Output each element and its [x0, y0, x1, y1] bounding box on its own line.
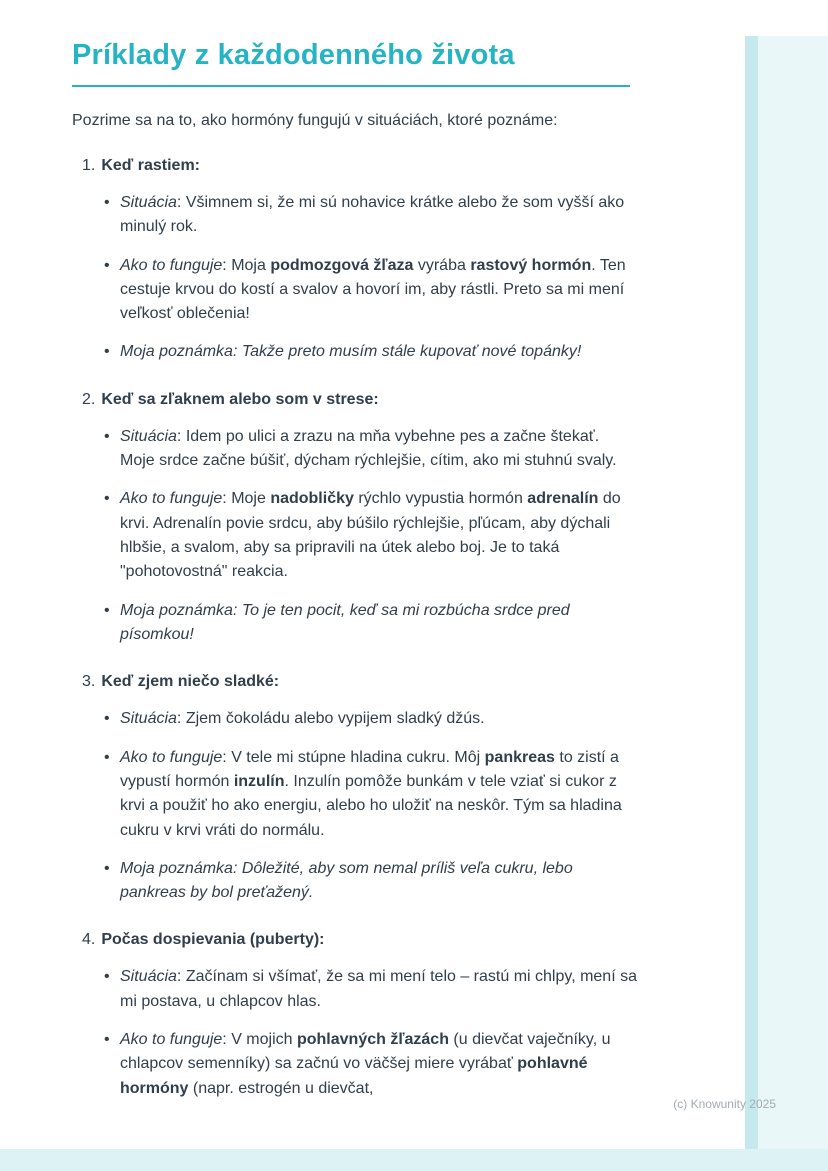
examples-list: [72, 157, 638, 1101]
bullet-item: [120, 340, 638, 364]
text-segment: : Moje: [222, 490, 271, 508]
bullet-item: [120, 965, 638, 1014]
example-item-heading-row: [82, 673, 638, 691]
text-segment: pankreas: [484, 748, 555, 766]
bullet-item: [120, 599, 638, 648]
text-segment: nadobličky: [270, 490, 354, 508]
text-segment: adrenalín: [527, 490, 599, 508]
example-item-heading-row: [82, 157, 638, 175]
example-item: [82, 157, 638, 365]
text-segment: : Začínam si všímať, že sa mi mení telo – rastú mi chlpy, mení sa mi postava, u chlapcov hlas.: [120, 968, 637, 1010]
title-underline: [72, 85, 630, 87]
text-segment: : Všimnem si, že mi sú nohavice krátke alebo že som vyšší ako minulý rok.: [120, 193, 625, 236]
bottom-accent-band: [0, 1149, 828, 1171]
text-segment: pohlavné hormóny: [120, 1055, 588, 1097]
item-heading: Keď zjem niečo sladké:: [101, 673, 280, 691]
bullet-item: [120, 857, 638, 906]
text-segment: : To je ten pocit, keď sa mi rozbúcha srdce pred písomkou!: [120, 601, 570, 643]
text-segment: do krvi. Adrenalín povie srdcu, aby búšilo rýchlejšie, pľúcam, aby dýchali hlbšie, a svalom, aby sa pripravili na útek alebo boj. Je to taká "pohotovostná" reakcia.: [120, 490, 621, 581]
text-segment: to zistí a vypustí hormón: [120, 748, 619, 790]
intro-text: Pozrime sa na to, ako hormóny fungujú v situáciách, ktoré poznáme:: [72, 111, 558, 129]
text-segment: Ako to funguje: [120, 1031, 223, 1049]
text-segment: : Zjem čokoládu alebo vypijem sladký džús.: [176, 710, 485, 728]
page-title: Príklady z každodenného života: [72, 39, 515, 71]
bullet-list: [82, 707, 638, 905]
text-segment: (napr. estrogén u dievčat,: [188, 1079, 374, 1097]
item-number: 2.: [82, 390, 96, 408]
text-segment: (u dievčat vaječníky, u chlapcov semenníky) sa začnú vo väčšej miere vyrábať: [120, 1031, 611, 1073]
text-segment: . Ten cestuje krvou do kostí a svalov a hovorí im, aby rástli. Preto sa mi mení veľkosť oblečenia!: [120, 256, 626, 323]
bullet-item: [120, 707, 638, 731]
text-segment: Situácia: [120, 427, 177, 445]
bullet-list: [82, 425, 638, 648]
text-segment: : Moja: [222, 256, 271, 274]
text-segment: : Dôležité, aby som nemal príliš veľa cukru, lebo pankreas by bol preťažený.: [120, 859, 573, 902]
text-segment: : Idem po ulici a zrazu na mňa vybehne pes a začne štekať. Moje srdce začne búšiť, dýcham rýchlejšie, cítim, ako mi stuhnú svaly.: [120, 427, 617, 470]
text-segment: Moja poznámka: [120, 343, 233, 361]
text-segment: Ako to funguje: [120, 748, 223, 766]
text-segment: rastový hormón: [470, 256, 592, 274]
text-segment: Situácia: [120, 193, 177, 211]
text-segment: : V mojich: [222, 1031, 297, 1049]
text-segment: Ako to funguje: [120, 490, 223, 508]
example-item: [82, 673, 638, 905]
text-segment: inzulín: [233, 772, 285, 790]
example-item: [82, 931, 638, 1101]
text-segment: pohlavných žľazách: [296, 1031, 449, 1049]
bullet-item: [120, 487, 638, 584]
text-segment: : V tele mi stúpne hladina cukru. Môj: [222, 748, 485, 766]
example-item: [82, 391, 638, 648]
bullet-item: [120, 191, 638, 240]
bullet-item: [120, 746, 638, 843]
bullet-list: [82, 191, 638, 365]
text-segment: podmozgová žľaza: [270, 256, 414, 274]
item-number: 4.: [82, 931, 96, 949]
text-segment: Situácia: [120, 968, 177, 986]
text-segment: Moja poznámka: [120, 859, 233, 877]
bullet-list: [82, 965, 638, 1101]
text-segment: vyrába: [413, 256, 471, 274]
text-segment: : Takže preto musím stále kupovať nové topánky!: [232, 343, 582, 361]
item-number: 3.: [82, 673, 96, 691]
text-segment: . Inzulín pomôže bunkám v tele vziať si cukor z krvi a použiť ho ako energiu, alebo ho uložiť na neskôr. Tým sa hladina cukru v krvi vráti do normálu.: [120, 772, 622, 839]
text-segment: rýchlo vypustia hormón: [353, 490, 528, 508]
item-number: 1.: [82, 156, 96, 174]
bullet-item: [120, 254, 638, 327]
bullet-item: [120, 1028, 638, 1101]
item-heading: Keď rastiem:: [101, 156, 200, 174]
item-heading: Keď sa zľaknem alebo som v strese:: [101, 390, 379, 408]
bullet-item: [120, 425, 638, 474]
text-segment: Situácia: [120, 710, 177, 728]
text-segment: Moja poznámka: [120, 601, 233, 619]
example-item-heading-row: [82, 931, 638, 949]
example-item-heading-row: [82, 391, 638, 409]
text-segment: Ako to funguje: [120, 256, 223, 274]
item-heading: Počas dospievania (puberty):: [101, 931, 325, 949]
footer-credit: (c) Knowunity 2025: [673, 1097, 776, 1111]
